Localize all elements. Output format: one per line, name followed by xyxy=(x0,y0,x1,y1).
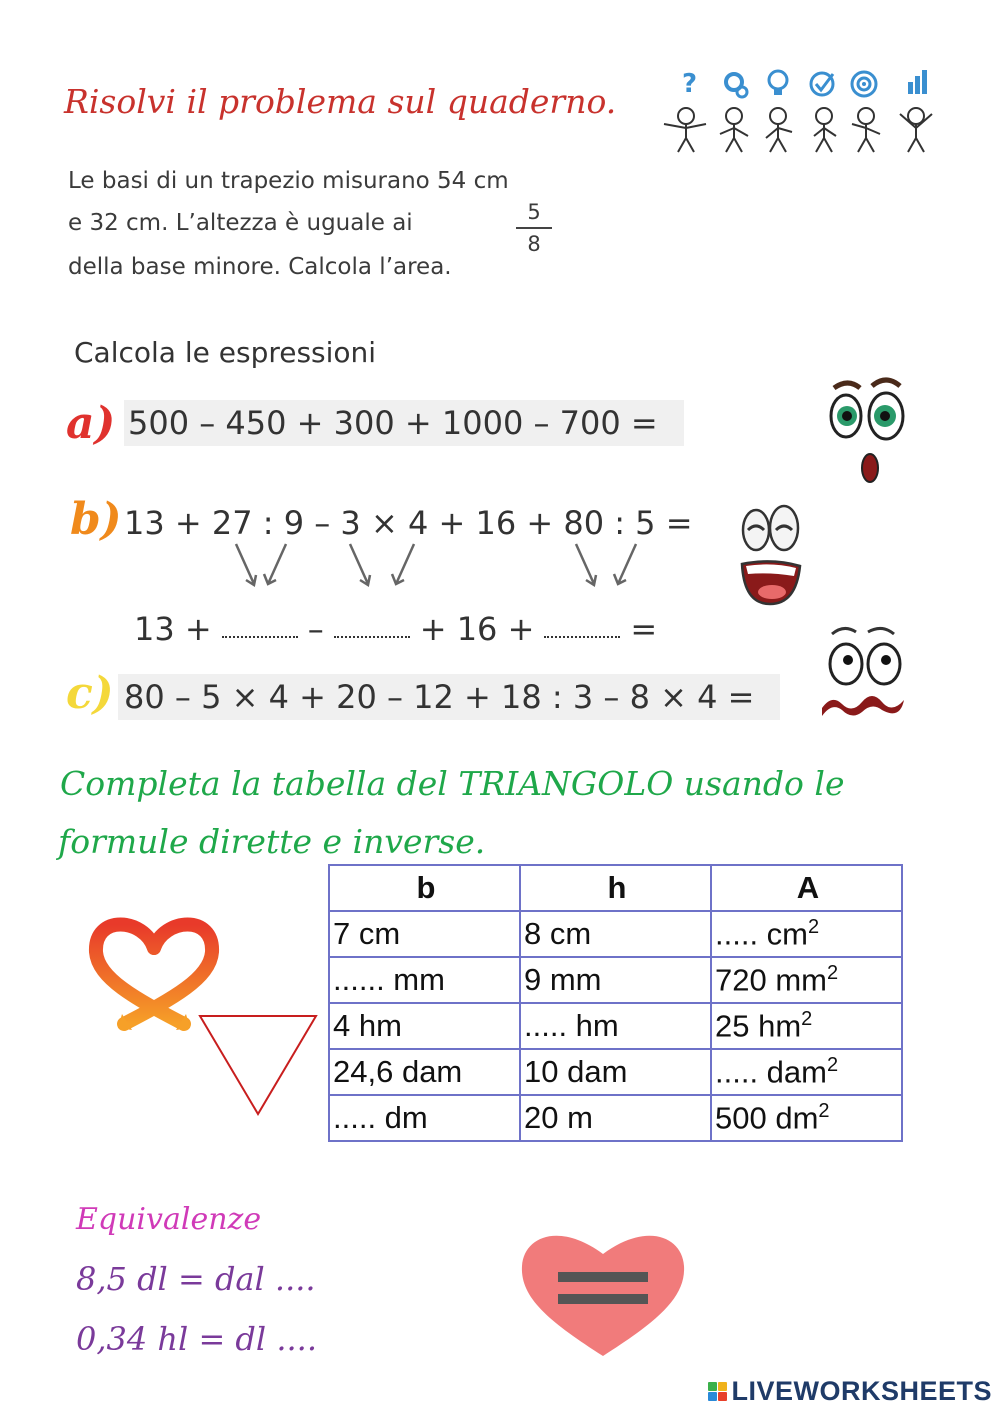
expression-a: 500 – 450 + 300 + 1000 – 700 = xyxy=(124,400,684,446)
cell-area: ..... dam$^2$ xyxy=(711,1049,902,1095)
cell-area: 500 $dm^2$ xyxy=(711,1095,902,1141)
cell-base: 4 hm xyxy=(329,1003,520,1049)
gears-icon xyxy=(726,74,747,97)
blank-input-2[interactable] xyxy=(334,624,410,638)
problem-line-1: Le basi di un trapezio misurano 54 cm xyxy=(68,168,509,194)
arrows-group xyxy=(226,540,646,592)
label-a: a) xyxy=(66,398,116,449)
laughing-face-icon xyxy=(738,500,804,606)
equivalenze-title: Equivalenze xyxy=(76,1202,262,1237)
heart-equals-icon xyxy=(520,1226,686,1358)
fraction-denominator: 8 xyxy=(527,232,541,256)
fraction-numerator: 5 xyxy=(527,200,541,224)
cell-area: 25 $hm^2$ xyxy=(711,1003,902,1049)
triangle-table xyxy=(328,864,903,1142)
cell-area: ..... $cm^2$ xyxy=(711,911,902,957)
liveworksheets-logo xyxy=(708,1376,992,1407)
triangle-shape xyxy=(196,1010,320,1120)
label-c: c) xyxy=(66,668,114,719)
fraction-five-eighths xyxy=(512,198,556,258)
header-base: b xyxy=(329,865,520,911)
blank-input-3[interactable] xyxy=(544,624,620,638)
target-icon xyxy=(852,72,876,96)
surprised-face-icon xyxy=(826,376,906,488)
thinking-people-illustration xyxy=(656,58,946,158)
logo-text: LIVEWORKSHEETS xyxy=(731,1376,992,1406)
equivalence-2: 0,34 hl = dl .... xyxy=(76,1320,317,1358)
table-header-row xyxy=(329,865,902,911)
table-row xyxy=(329,1003,902,1049)
label-b: b) xyxy=(70,494,122,545)
fraction-bar xyxy=(516,227,552,229)
problem-line-2: e 32 cm. L’altezza è uguale ai xyxy=(68,210,413,236)
instruction-title: Risolvi il problema sul quaderno. xyxy=(64,82,617,121)
step-end: = xyxy=(630,610,658,648)
step-start: 13 + xyxy=(134,610,212,648)
step-minus: – xyxy=(307,610,324,648)
problem-line-3: della base minore. Calcola l’area. xyxy=(68,254,452,280)
step-plus: + 16 + xyxy=(419,610,535,648)
table-instruction-line-2: formule dirette e inverse. xyxy=(58,822,486,861)
expressions-title: Calcola le espressioni xyxy=(74,336,377,369)
stick-figures-group xyxy=(664,108,932,152)
cell-area: 720 $mm^2$ xyxy=(711,957,902,1003)
cell-base: 24,6 dam xyxy=(329,1049,520,1095)
checkmark-icon xyxy=(811,73,833,95)
table-row xyxy=(329,1095,902,1141)
question-mark-icon: ? xyxy=(682,69,698,99)
expression-b-step xyxy=(134,606,657,652)
cell-height: 20 m xyxy=(520,1095,711,1141)
logo-mark-icon xyxy=(708,1382,727,1401)
lightbulb-icon xyxy=(769,71,787,95)
header-area: A xyxy=(711,865,902,911)
worried-face-icon xyxy=(818,620,910,720)
cell-height: 10 dam xyxy=(520,1049,711,1095)
table-row xyxy=(329,957,902,1003)
cell-height: ..... hm xyxy=(520,1003,711,1049)
table-instruction-line-1: Completa la tabella del TRIANGOLO usando le xyxy=(60,764,845,803)
table-row xyxy=(329,911,902,957)
cell-height: 8 cm xyxy=(520,911,711,957)
equivalence-1: 8,5 dl = dal .... xyxy=(76,1260,316,1298)
expression-c: 80 – 5 × 4 + 20 – 12 + 18 : 3 – 8 × 4 = xyxy=(118,674,780,720)
table-row xyxy=(329,1049,902,1095)
blank-input-1[interactable] xyxy=(222,624,298,638)
cell-base: ...... mm xyxy=(329,957,520,1003)
cell-height: 9 mm xyxy=(520,957,711,1003)
header-height: h xyxy=(520,865,711,911)
expression-b: 13 + 27 : 9 – 3 × 4 + 16 + 80 : 5 = xyxy=(124,504,693,542)
cell-base: ..... dm xyxy=(329,1095,520,1141)
cell-base: 7 cm xyxy=(329,911,520,957)
growth-chart-icon xyxy=(908,70,927,94)
